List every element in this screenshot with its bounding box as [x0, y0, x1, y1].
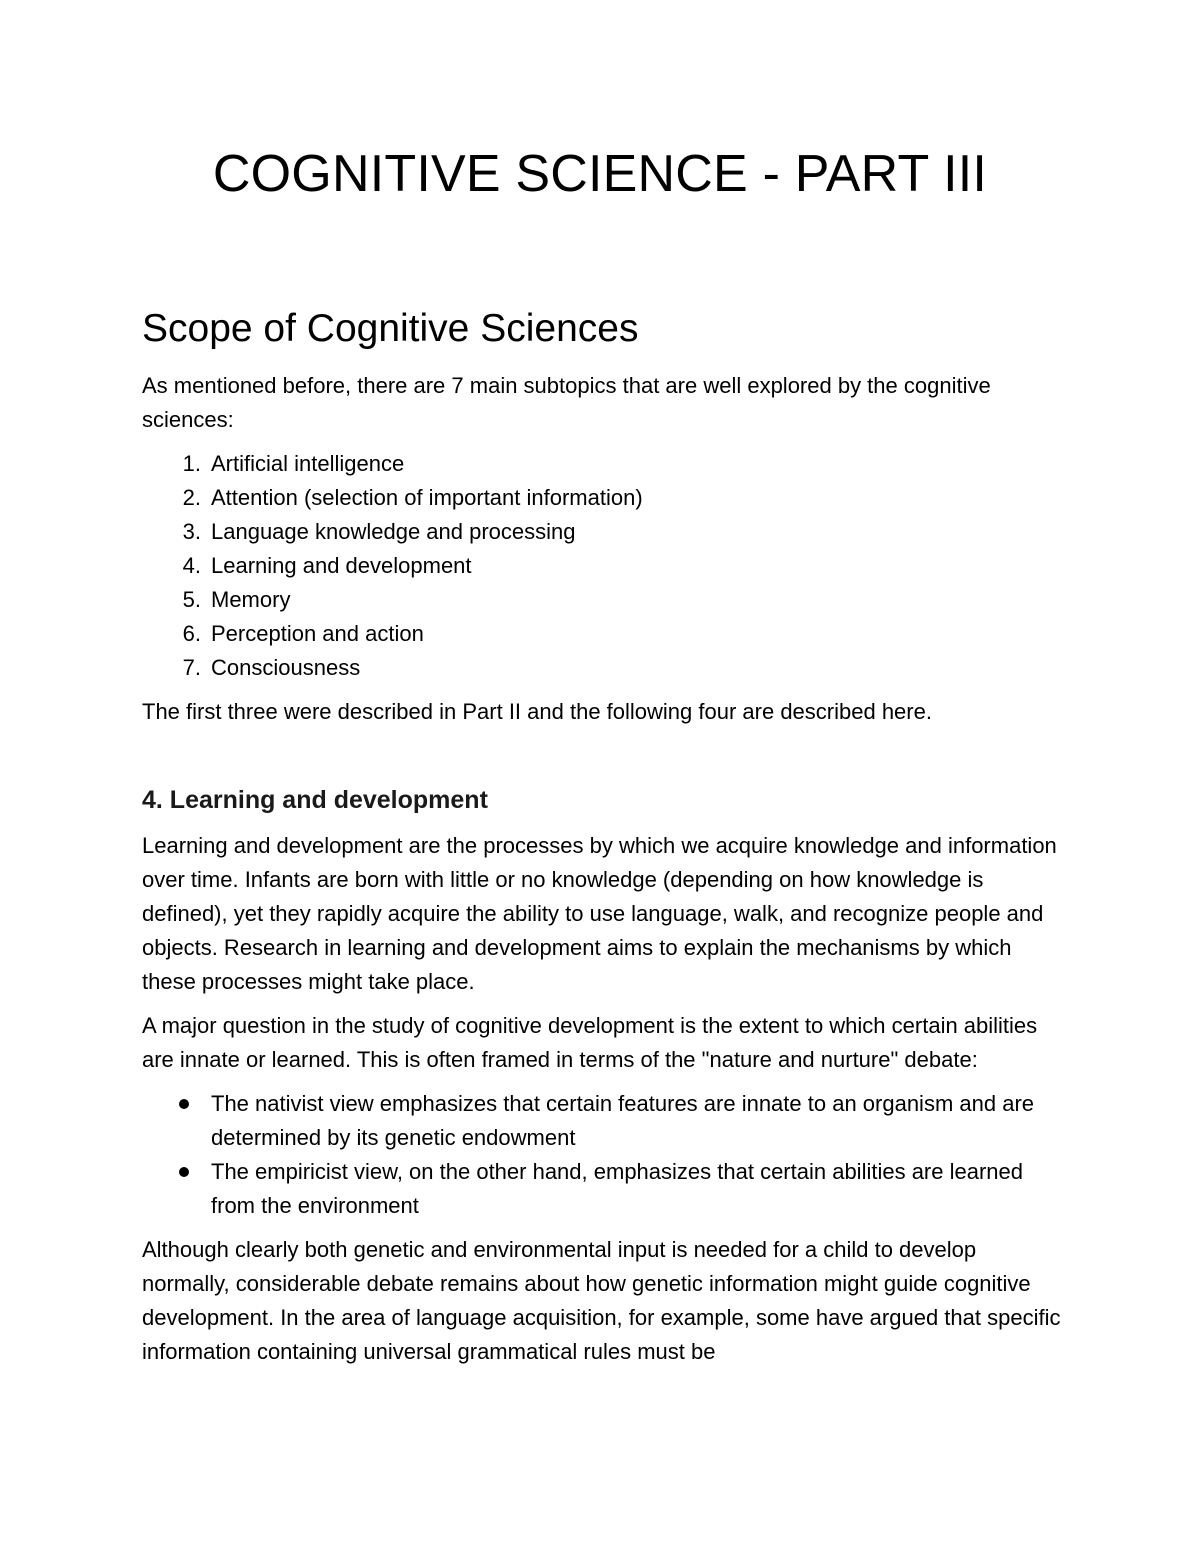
scope-section	[142, 369, 1062, 729]
bullet-icon	[179, 1099, 189, 1109]
list-item-text: Artificial intelligence	[211, 451, 405, 476]
list-item-number: 1.	[182, 451, 201, 476]
body-paragraph: A major question in the study of cognitive development is the extent to which certain abilities are innate or learned. This is often framed in terms of the "nature and nurture" debate:	[142, 1013, 1038, 1072]
list-item	[142, 583, 1062, 617]
bullet-text: The nativist view emphasizes that certain features are innate to an organism and are determined by its genetic endowment	[211, 1091, 1035, 1150]
list-item-number: 5.	[182, 587, 201, 612]
list-item-text: Language knowledge and processing	[211, 519, 576, 544]
list-item-number: 7.	[182, 655, 201, 680]
intro-paragraph: As mentioned before, there are 7 main subtopics that are well explored by the cognitive sciences:	[142, 373, 991, 432]
body-paragraph: Although clearly both genetic and environmental input is needed for a child to develop normally, considerable debate remains about how genetic information might guide cognitive development. In the area of language acquisition, for example, some have argued that specific information containing universal grammatical rules must be	[142, 1237, 1061, 1364]
bullet-text: The empiricist view, on the other hand, emphasizes that certain abilities are learned from the environment	[211, 1159, 1023, 1218]
list-item	[142, 481, 1062, 515]
list-item	[142, 447, 1062, 481]
bullet-item	[142, 1155, 1062, 1223]
subsection-heading: 4. Learning and development	[142, 786, 488, 814]
learning-section	[142, 829, 1062, 1369]
list-item-text: Memory	[211, 587, 291, 612]
body-paragraph: Learning and development are the processes by which we acquire knowledge and information over time. Infants are born with little or no knowledge (depending on how knowledge is defined), yet they rapidly acquire the ability to use language, walk, and recognize people and objects. Research in learning and development aims to explain the mechanisms by which these processes might take place.	[142, 833, 1057, 994]
list-item	[142, 651, 1062, 685]
list-item-text: Perception and action	[211, 621, 424, 646]
list-item-number: 6.	[182, 621, 201, 646]
list-item	[142, 549, 1062, 583]
outro-paragraph: The first three were described in Part II and the following four are described here.	[142, 699, 932, 724]
list-item-number: 3.	[182, 519, 201, 544]
list-item	[142, 515, 1062, 549]
bullet-item	[142, 1087, 1062, 1155]
section-heading: Scope of Cognitive Sciences	[142, 307, 639, 350]
list-item-text: Learning and development	[211, 553, 472, 578]
list-item-number: 2.	[182, 485, 201, 510]
subtopics-list	[142, 447, 1062, 685]
list-item-text: Consciousness	[211, 655, 361, 680]
document-title: COGNITIVE SCIENCE - PART III	[212, 145, 988, 203]
list-item	[142, 617, 1062, 651]
views-list	[142, 1087, 1062, 1223]
bullet-icon	[179, 1167, 189, 1177]
list-item-text: Attention (selection of important information)	[211, 485, 643, 510]
list-item-number: 4.	[182, 553, 201, 578]
